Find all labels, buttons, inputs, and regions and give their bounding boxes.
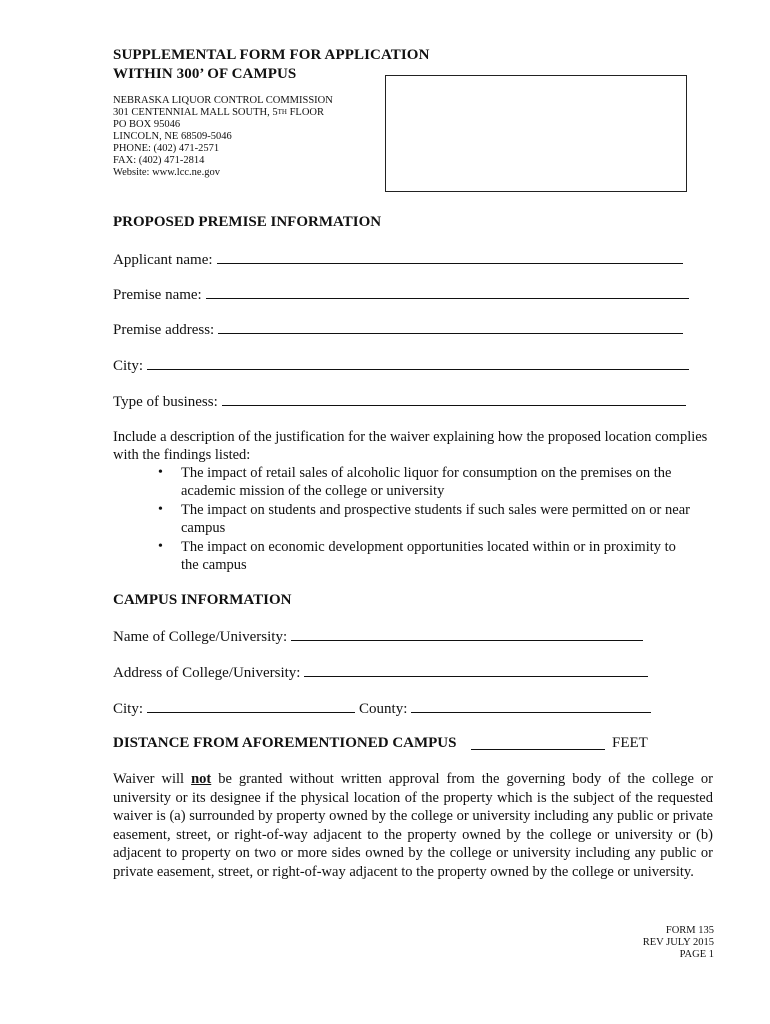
address-city: LINCOLN, NE 68509-5046	[113, 131, 232, 142]
applicant-name-line[interactable]	[217, 251, 683, 264]
bullet-icon: •	[158, 465, 163, 480]
college-address-line[interactable]	[304, 664, 648, 677]
campus-county-label: County:	[359, 701, 408, 717]
premise-section-heading: PROPOSED PREMISE INFORMATION	[113, 214, 382, 230]
form-revision: REV JULY 2015	[642, 937, 714, 948]
distance-field	[113, 735, 456, 752]
address-street: 301 CENTENNIAL MALL SOUTH, 5TH FLOOR	[113, 107, 324, 118]
waiver-notice: Waiver will not be granted without written approval from the governing body of the college or university or its designee if the physical location of the property which is the subject of the requested waiver is (a) surrounded by property owned by the college or university including any public or private easement, street, or right-of-way adjacent to the property owned by the college or university or (b) adjacent to property on two or more sides owned by the college or university including any public or private easement, street, or right-of-way adjacent to the property owned by the college or university.	[113, 771, 714, 880]
premise-city-field[interactable]	[113, 357, 689, 375]
college-name-line[interactable]	[291, 628, 643, 641]
form-title-line2: WITHIN 300’ OF CAMPUS	[113, 66, 297, 82]
finding-item-students: The impact on students and prospective students if such sales were permitted on or near campus	[181, 502, 690, 536]
campus-county-line[interactable]	[411, 700, 651, 713]
applicant-name-field[interactable]	[113, 251, 683, 269]
distance-unit: FEET	[612, 735, 648, 751]
campus-city-line[interactable]	[147, 700, 355, 713]
page-number: PAGE 1	[679, 949, 714, 960]
address-website: Website: www.lcc.ne.gov	[113, 167, 220, 178]
premise-city-label: City:	[113, 358, 144, 374]
campus-city-county-field	[113, 700, 651, 718]
commission-address	[113, 95, 333, 179]
applicant-name-label: Applicant name:	[113, 252, 213, 268]
bullet-icon: •	[158, 502, 163, 517]
college-name-field[interactable]	[113, 628, 643, 646]
premise-name-field[interactable]	[113, 286, 689, 304]
office-use-box	[385, 75, 687, 192]
finding-item-academic: The impact of retail sales of alcoholic liquor for consumption on the premises on the academic mission of the college or university	[181, 465, 672, 499]
address-fax: FAX: (402) 471-2814	[113, 155, 205, 166]
address-pobox: PO BOX 95046	[113, 119, 181, 130]
premise-address-label: Premise address:	[113, 322, 215, 338]
form-title-line1: SUPPLEMENTAL FORM FOR APPLICATION	[113, 47, 430, 63]
form-footer	[643, 925, 714, 961]
finding-item-economic: The impact on economic development opportunities located within or in proximity to the campus	[181, 539, 676, 573]
business-type-line[interactable]	[222, 393, 686, 406]
campus-section-heading: CAMPUS INFORMATION	[113, 592, 292, 608]
bullet-icon: •	[158, 539, 163, 554]
waiver-not-emphasis: not	[191, 771, 212, 787]
address-org: NEBRASKA LIQUOR CONTROL COMMISSION	[113, 95, 333, 106]
business-type-label: Type of business:	[113, 394, 218, 410]
distance-feet-line[interactable]	[471, 737, 605, 750]
justification-instructions: Include a description of the justification for the waiver explaining how the proposed location complies with the findings listed:	[113, 429, 708, 463]
business-type-field[interactable]	[113, 393, 686, 411]
campus-city-label: City:	[113, 701, 144, 717]
premise-address-line[interactable]	[218, 321, 683, 334]
premise-name-label: Premise name:	[113, 287, 202, 303]
college-address-label: Address of College/University:	[113, 665, 301, 681]
premise-city-line[interactable]	[147, 357, 689, 370]
premise-address-field[interactable]	[113, 321, 683, 339]
premise-name-line[interactable]	[206, 286, 689, 299]
distance-heading: DISTANCE FROM AFOREMENTIONED CAMPUS	[113, 735, 457, 751]
address-phone: PHONE: (402) 471-2571	[113, 143, 220, 154]
college-address-field[interactable]	[113, 664, 648, 682]
form-number: FORM 135	[665, 925, 714, 936]
college-name-label: Name of College/University:	[113, 629, 288, 645]
